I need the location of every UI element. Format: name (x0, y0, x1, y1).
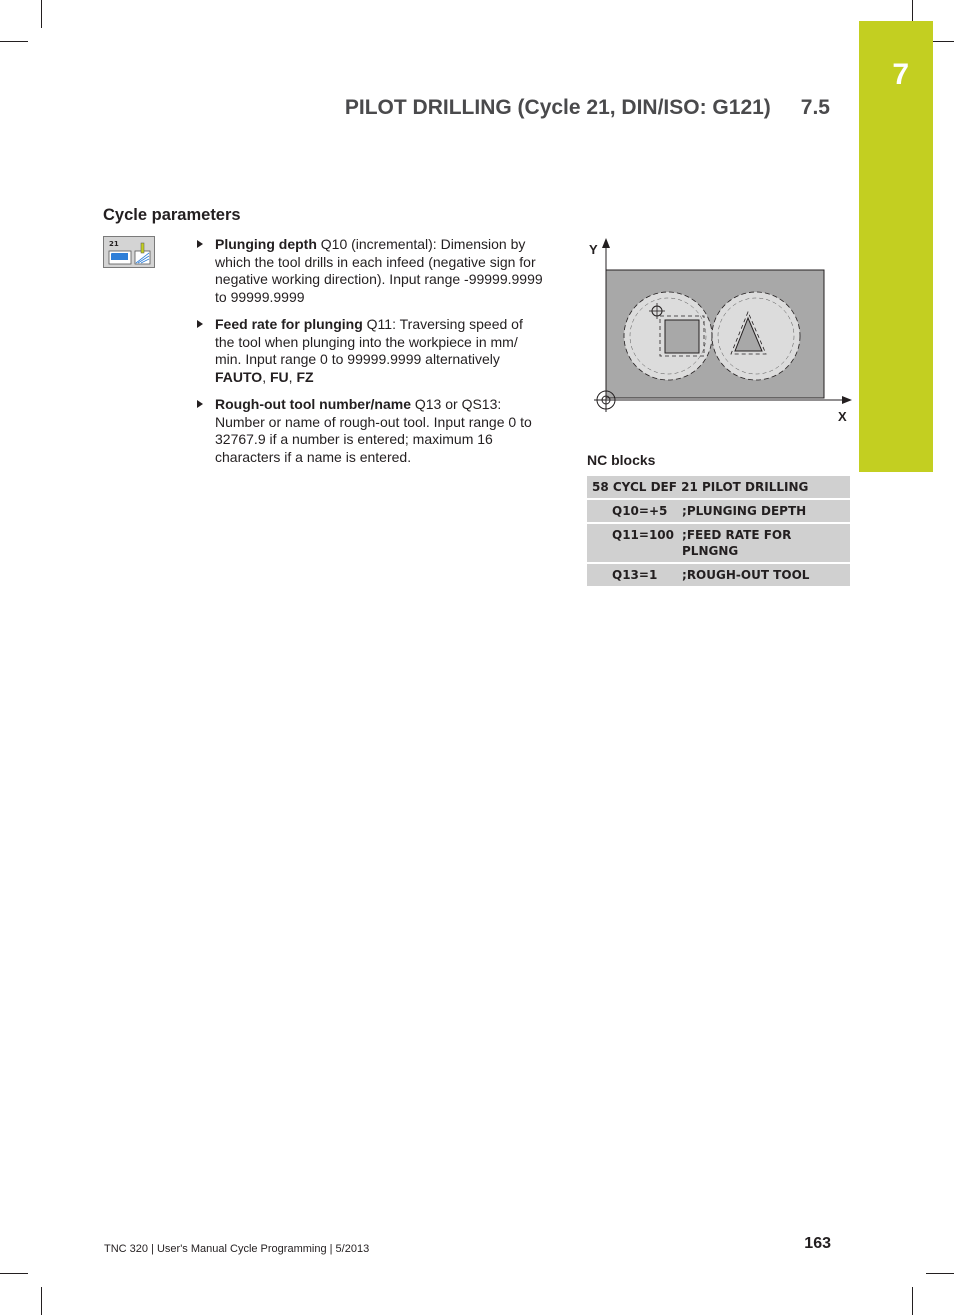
nc-comment: ;FEED RATE FOR PLNGNG (678, 523, 850, 563)
parameter-item (193, 236, 543, 306)
parameter-list (193, 236, 543, 476)
crop-mark (0, 41, 28, 42)
table-row (587, 523, 850, 563)
parameter-description: Q10 (incremental): Dimension by which the tool drills in each infeed (negative sign for negative working direction). Input range -99999.9999 to 99999.9999 (215, 236, 543, 305)
nc-comment: ;ROUGH-OUT TOOL (678, 563, 850, 587)
parameter-name: Plunging depth (215, 236, 317, 252)
crop-mark (41, 1287, 42, 1315)
crop-mark (926, 1273, 954, 1274)
option-separator: , (262, 368, 270, 385)
parameter-option: FAUTO (215, 368, 263, 385)
table-row (587, 563, 850, 587)
table-row (587, 499, 850, 523)
parameter-name: Feed rate for plunging (215, 316, 363, 332)
nc-param: Q11=100 (587, 523, 678, 563)
parameter-description: Q13 or QS13: Number or name of rough-out tool. Input range 0 to 32767.9 if a number is entered; maximum 16 characters if a name is entered. (215, 396, 532, 465)
option-separator: , (288, 368, 297, 385)
parameter-description: Q11: Traversing speed of the tool when plunging into the workpiece in mm/ min. Input range 0 to 99999.9999 alternatively (215, 316, 523, 367)
section-heading: Cycle parameters (103, 206, 241, 224)
parameter-name: Rough-out tool number/name (215, 396, 411, 412)
bullet-arrow-icon (197, 240, 203, 248)
bullet-arrow-icon (197, 320, 203, 328)
y-axis-label: Y (589, 242, 598, 257)
nc-blocks-label: NC blocks (587, 452, 656, 468)
chapter-number: 7 (892, 58, 909, 91)
crop-mark (41, 0, 42, 28)
nc-block-header: 58 CYCL DEF 21 PILOT DRILLING (587, 476, 850, 499)
softkey-label: 21 (109, 240, 119, 248)
page-number: 163 (804, 1235, 831, 1252)
x-axis-label: X (838, 409, 847, 424)
nc-param: Q13=1 (587, 563, 678, 587)
crop-mark (912, 1287, 913, 1315)
pilot-drilling-softkey-icon (103, 236, 155, 268)
header-section-number: 7.5 (800, 96, 830, 119)
nc-param: Q10=+5 (587, 499, 678, 523)
nc-blocks-table (587, 476, 850, 588)
header-title: PILOT DRILLING (Cycle 21, DIN/ISO: G121) (344, 96, 771, 119)
parameter-option: FZ (296, 368, 314, 385)
pilot-drilling-figure (586, 238, 852, 424)
running-header (330, 96, 830, 120)
footer-text: TNC 320 | User's Manual Cycle Programming | 5/2013 (104, 1243, 370, 1255)
table-row (587, 476, 850, 499)
bullet-arrow-icon (197, 400, 203, 408)
crop-mark (0, 1273, 28, 1274)
parameter-item (193, 316, 543, 386)
nc-comment: ;PLUNGING DEPTH (678, 499, 850, 523)
parameter-item (193, 396, 543, 466)
parameter-option: FU (269, 368, 289, 385)
